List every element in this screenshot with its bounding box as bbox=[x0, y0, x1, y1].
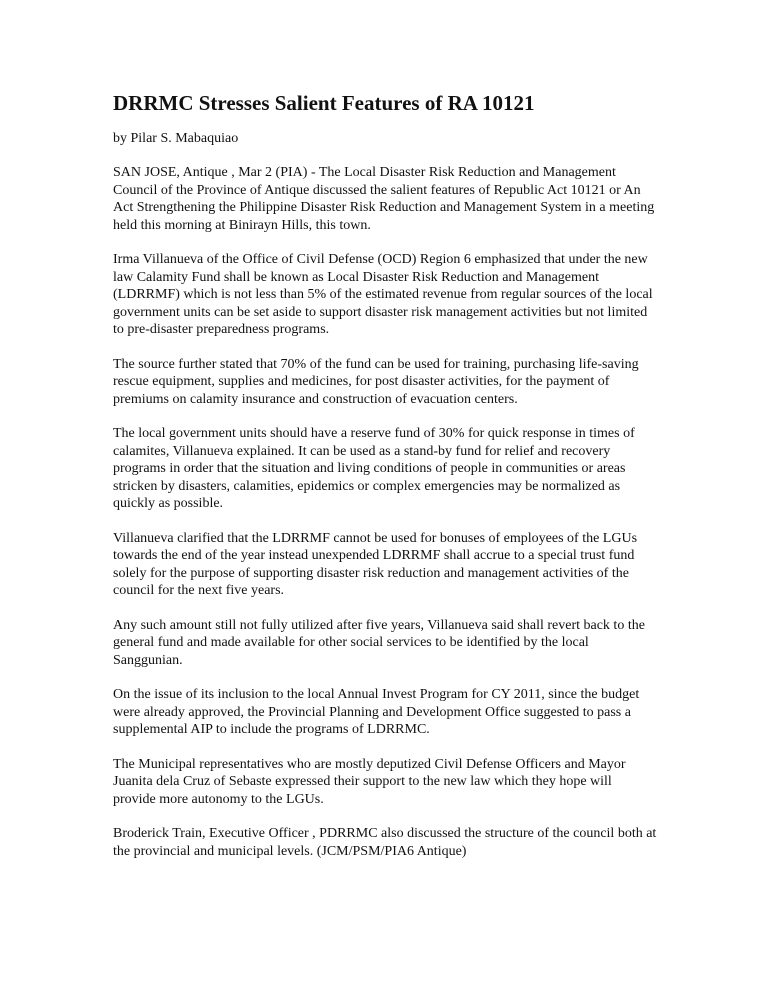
article-paragraph: The source further stated that 70% of the fund can be used for training, purchasing life-saving rescue equipment, supplies and medicines, for post disaster activities, for the payment of premiums on calamity insurance and construction of evacuation centers. bbox=[113, 356, 639, 407]
article-paragraph: Villanueva clarified that the LDRRMF cannot be used for bonuses of employees of the LGUs towards the end of the year instead unexpended LDRRMF shall accrue to a special trust fund solely for the purpose of supporting disaster risk reduction and management activities of the council for the next five years. bbox=[113, 530, 638, 598]
article-byline: by Pilar S. Mabaquiao bbox=[113, 131, 239, 146]
article-paragraph: Broderick Train, Executive Officer , PDRRMC also discussed the structure of the council both at the provincial and municipal levels. (JCM/PSM/PIA6 Antique) bbox=[113, 826, 657, 859]
article-paragraph: Any such amount still not fully utilized after five years, Villanueva said shall revert back to the general fund and made available for other social services to be identified by the local Sanggunian. bbox=[113, 617, 645, 668]
article-paragraph: Irma Villanueva of the Office of Civil Defense (OCD) Region 6 emphasized that under the new law Calamity Fund shall be known as Local Disaster Risk Reduction and Management (LDRRMF) which is not less than 5% of the estimated revenue from regular sources of the local government units can be set aside to support disaster risk management activities but not limited to pre-disaster preparedness programs. bbox=[113, 252, 653, 337]
article-paragraph: On the issue of its inclusion to the local Annual Invest Program for CY 2011, since the budget were already approved, the Provincial Planning and Development Office suggested to pass a supplemental AIP to include the programs of LDRRMC. bbox=[113, 687, 640, 737]
article-title: DRRMC Stresses Salient Features of RA 10121 bbox=[113, 91, 535, 115]
article-paragraph: The local government units should have a reserve fund of 30% for quick response in times of calamites, Villanueva explained. It can be used as a stand-by fund for relief and recovery programs in order that the situation and living conditions of people in communities or areas stricken by disasters, calamities, epidemics or complex emergencies may be normalized as quickly as possible. bbox=[113, 426, 635, 511]
article-paragraph: The Municipal representatives who are mostly deputized Civil Defense Officers and Mayor Juanita dela Cruz of Sebaste expressed their support to the new law which they hope will provide more autonomy to the LGUs. bbox=[113, 756, 626, 807]
article-paragraph: SAN JOSE, Antique , Mar 2 (PIA) - The Local Disaster Risk Reduction and Management Council of the Province of Antique discussed the salient features of Republic Act 10121 or An Act Strengthening the Philippine Disaster Risk Reduction and Management System in a meeting held this morning at Binirayn Hills, this town. bbox=[113, 165, 655, 233]
